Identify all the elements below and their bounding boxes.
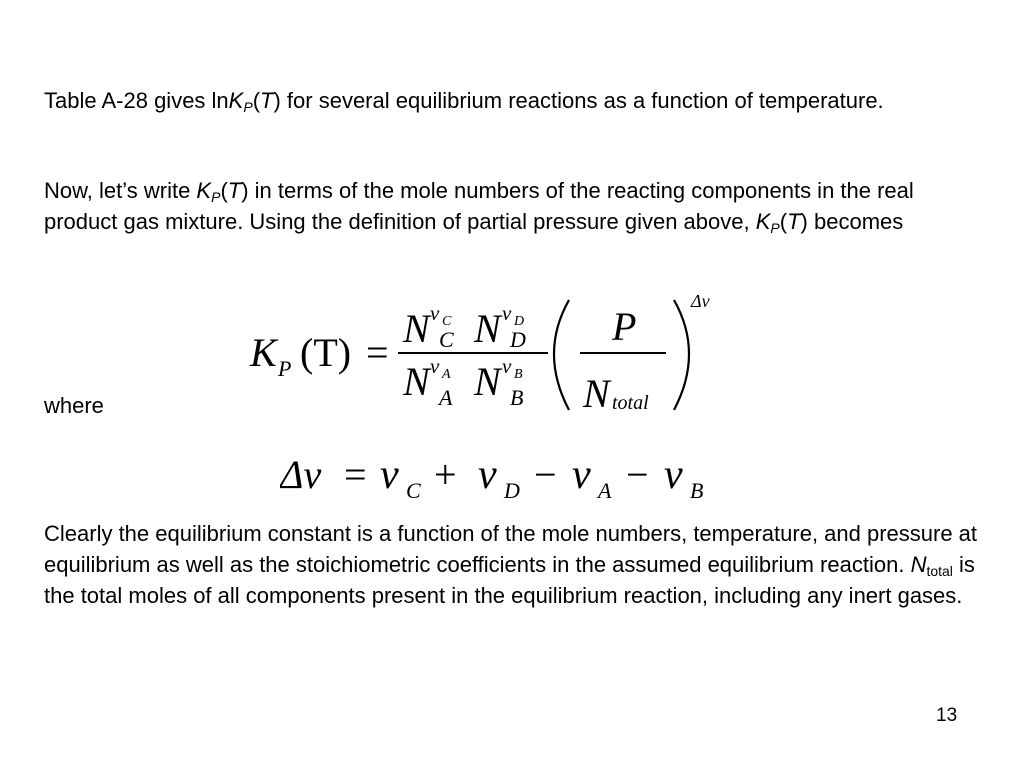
eq2-minus-1: − — [534, 452, 557, 497]
text: Now, let’s write — [44, 178, 197, 203]
text: ) in terms of the mole numbers of the reacting components in the real product gas mixture. Using the definition of partial pressure given above, — [44, 178, 914, 234]
eq-n-c: N — [403, 306, 430, 351]
subscript-p: P — [243, 99, 253, 115]
eq-k-subscript: P — [278, 356, 292, 381]
conclusion-paragraph — [44, 518, 984, 611]
eq-n-a: N — [403, 359, 430, 404]
eq2-nu-a: ν — [572, 452, 591, 498]
kp-symbol: K — [196, 178, 212, 203]
eq-n-total: N — [583, 371, 610, 416]
n-symbol: N — [910, 552, 927, 577]
eq2-d: D — [504, 478, 520, 503]
t-symbol: T — [787, 209, 801, 234]
eq-n-b: N — [474, 359, 501, 404]
eq2-minus-2: − — [626, 452, 649, 497]
text: ) for several equilibrium reactions as a function of temperature. — [273, 88, 884, 113]
t-symbol: T — [260, 88, 274, 113]
text: ( — [220, 178, 228, 203]
eq2-delta-nu: Δν — [280, 452, 322, 497]
eq-delta-nu-exponent: Δν — [691, 291, 710, 311]
eq-nu-c-index: C — [442, 314, 452, 329]
eq2-b: B — [690, 478, 704, 503]
kp-symbol: K — [228, 88, 244, 113]
kp-mole-numbers-paragraph — [44, 175, 984, 237]
eq-n-a-subscript: A — [439, 385, 453, 410]
text: ( — [252, 88, 261, 113]
slide-number: 13 — [936, 705, 958, 726]
eq-nu-b-index: B — [514, 367, 523, 382]
eq-n-d: N — [474, 306, 501, 351]
total-subscript: total — [926, 563, 953, 579]
text: ( — [779, 209, 788, 234]
eq-n-d-subscript: D — [510, 327, 526, 352]
eq2-c: C — [406, 478, 421, 503]
text: ) becomes — [800, 209, 904, 234]
eq-nu-d-power: ν — [502, 301, 512, 325]
eq2-nu-d: ν — [478, 452, 497, 498]
delta-nu-equation — [280, 448, 720, 508]
eq2-nu-b: ν — [664, 452, 683, 498]
eq2-equals: = — [344, 452, 367, 497]
eq-total-subscript: total — [612, 392, 649, 414]
eq-nu-b-power: ν — [502, 354, 512, 378]
eq-k: K — [250, 330, 277, 375]
eq-nu-d-index: D — [514, 314, 525, 329]
text: is the total moles of all components present in the equilibrium reaction, including any inert gases. — [44, 552, 975, 608]
kp-symbol: K — [755, 209, 771, 234]
text: Clearly the equilibrium constant is a function of the mole numbers, temperature, and pressure at equilibrium as well as the stoichiometric coefficients in the assumed equilibrium reaction. — [44, 521, 978, 577]
eq-nu-c-power: ν — [430, 301, 440, 325]
intro-paragraph — [44, 85, 984, 116]
eq2-plus: + — [434, 452, 457, 497]
subscript-p: P — [770, 220, 780, 236]
subscript-p: P — [211, 189, 221, 205]
text: Table A-28 gives ln — [44, 88, 229, 113]
eq-nu-a-power: ν — [430, 354, 440, 378]
eq-big-p: P — [612, 304, 637, 349]
eq-n-b-subscript: B — [510, 385, 524, 410]
eq2-a: A — [598, 478, 612, 503]
where-label: where — [44, 393, 104, 418]
eq-nu-a-index: A — [442, 367, 451, 382]
eq-lhs-argument: (T) — [300, 330, 352, 375]
eq-n-c-subscript: C — [439, 327, 454, 352]
t-symbol: T — [227, 178, 242, 203]
eq2-nu-c: ν — [380, 452, 399, 498]
eq-equals: = — [366, 330, 389, 375]
